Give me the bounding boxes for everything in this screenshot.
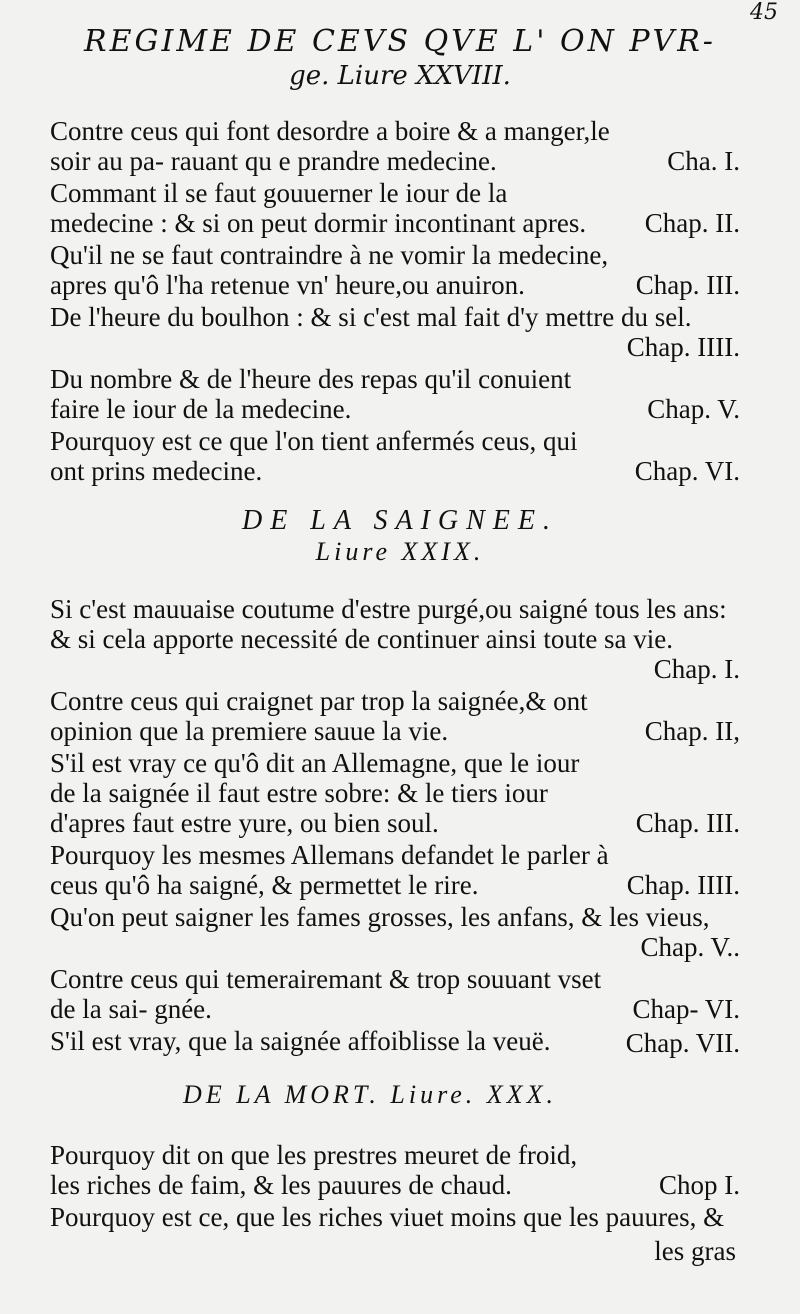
toc-entry: [50, 902, 740, 962]
entry-text: Qu'on peut saigner les fames grosses, les anfans, & les vieus,: [50, 902, 710, 932]
toc-entry: [50, 240, 740, 300]
chapter-ref: Chap. III.: [635, 270, 740, 300]
toc-entry: [50, 116, 740, 176]
entry-text: Pourquoy est ce, que les riches viuet moins que les pauures, &: [50, 1202, 725, 1232]
chapter-ref: Chap. VI.: [634, 456, 740, 486]
chapter-ref: Chap- VI.: [632, 994, 740, 1024]
toc-entry: [50, 1026, 740, 1058]
entry-text: Pourquoy dit on que les prestres meuret de froid, les riches de faim, & les pauures de chaud.: [50, 1140, 578, 1200]
toc-entry: [50, 364, 740, 424]
chapter-ref: Chop I.: [659, 1170, 740, 1200]
chapter-ref: Chap. V.: [647, 394, 740, 424]
chapter-ref: Cha. I.: [667, 146, 740, 176]
toc-entry: [50, 302, 740, 362]
section-subtitle: Liure XXIX.: [315, 537, 485, 566]
entry-text: S'il est vray ce qu'ô dit an Allemagne, que le iour de la saignée il faut estre sobre: & le tiers iour d'apres faut estre yure, ou bien soul.: [50, 748, 580, 838]
entry-text: Contre ceus qui craignet par trop la saignée,& ont opinion que la premiere sauue la vie.: [50, 686, 588, 746]
chapter-ref: Chap. III.: [635, 808, 740, 838]
chapter-ref: Chap. IIII.: [626, 332, 740, 362]
catchword: les gras: [654, 1236, 736, 1266]
toc-entry: [50, 748, 740, 838]
entry-text: Du nombre & de l'heure des repas qu'il conuient faire le iour de la medecine.: [50, 364, 572, 424]
section-title: DE LA SAIGNEE.: [241, 505, 559, 536]
running-header: [0, 24, 800, 91]
entry-text: De l'heure du boulhon : & si c'est mal fait d'y mettre du sel.: [50, 302, 692, 332]
toc-entry: [50, 964, 740, 1024]
toc-entry: [50, 686, 740, 746]
page-number: 45: [750, 0, 778, 25]
chapter-ref: Chap. II,: [644, 716, 740, 746]
chapter-ref: Chap. IIII.: [626, 870, 740, 900]
entry-text: Contre ceus qui temerairemant & trop souuant vset de la sai- gnée.: [50, 964, 602, 1024]
toc-entry: [50, 1140, 740, 1200]
entry-text: Contre ceus qui font desordre a boire & a manger,le soir au pa- rauant qu e prandre medecine.: [50, 116, 610, 176]
chapter-ref: Chap. V..: [640, 932, 740, 962]
entry-text: Qu'il ne se faut contraindre à ne vomir la medecine, apres qu'ô l'ha retenue vn' heure,ou anuiron.: [50, 240, 609, 300]
entry-text: Commant il se faut gouuerner le iour de la medecine : & si on peut dormir incontinant apres.: [50, 178, 587, 238]
section-title: DE LA MORT. Liure. XXX.: [183, 1080, 557, 1109]
toc-entry: [50, 594, 740, 684]
toc-entry: [50, 426, 740, 486]
header-line-1: REGIME DE CEVS QVE L' ON PVR-: [84, 24, 716, 59]
toc-entry: [50, 178, 740, 238]
entry-text: Pourquoy est ce que l'on tient anfermés ceus, qui ont prins medecine.: [50, 426, 578, 486]
chapter-ref: Chap. II.: [644, 208, 740, 238]
entry-text: Si c'est mauuaise coutume d'estre purgé,ou saigné tous les ans: & si cela apporte necessité de continuer ainsi toute sa vie.: [50, 594, 727, 654]
chapter-ref: Chap. I.: [653, 654, 740, 684]
toc-entry: [50, 840, 740, 900]
toc-entry: [50, 1202, 740, 1234]
entry-text: S'il est vray, que la saignée affoiblisse la veuë.: [50, 1026, 551, 1056]
chapter-ref: Chap. VII.: [625, 1028, 740, 1058]
entry-text: Pourquoy les mesmes Allemans defandet le parler à ceus qu'ô ha saigné, & permettet le rire.: [50, 840, 609, 900]
header-line-2: ge. Liure XXVIII.: [289, 61, 511, 91]
